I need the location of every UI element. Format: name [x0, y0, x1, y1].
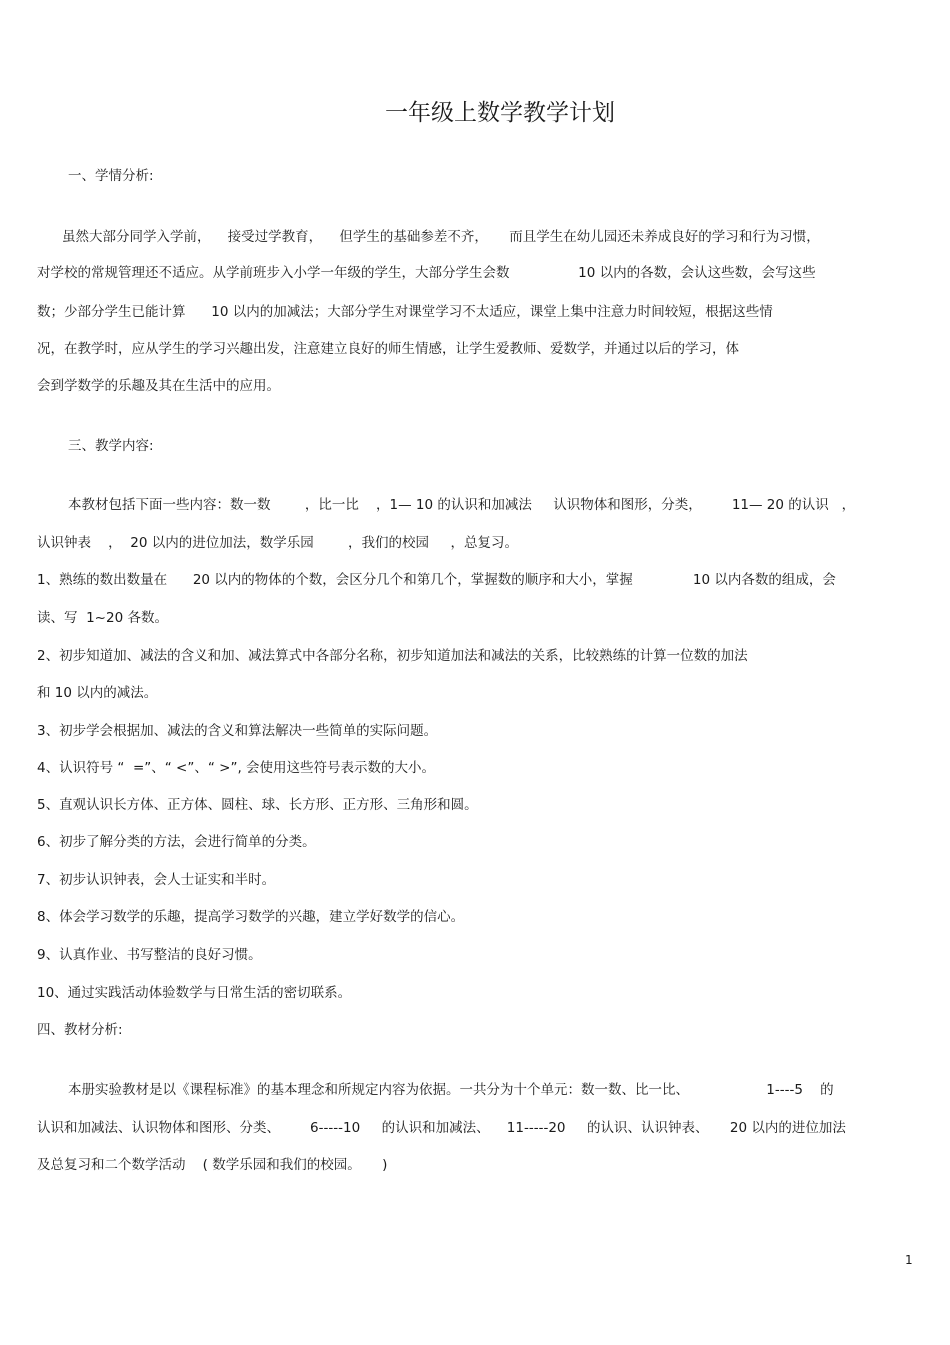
paragraph-line: 认识钟表 ， 20 以内的进位加法，数学乐园 ，我们的校园 ，总复习。: [37, 535, 519, 551]
section-heading-teaching-content: 三、教学内容:: [68, 438, 154, 454]
paragraph-line: 对学校的常规管理还不适应。从学前班步入小学一年级的学生，大部分学生会数 10 以内的各数，会认这些数，会写这些: [37, 265, 816, 281]
paragraph-line: 虽然大部分同学入学前， 接受过学教育， 但学生的基础参差不齐， 而且学生在幼儿园还未养成良好的学习和行为习惯，: [62, 229, 820, 245]
page-title: 一年级上数学教学计划: [385, 100, 615, 126]
paragraph-line: 会到学数学的乐趣及其在生活中的应用。: [37, 378, 280, 394]
list-item: 5、直观认识长方体、正方体、圆柱、球、长方形、正方形、三角形和圆。: [37, 797, 478, 813]
list-item: 3、初步学会根据加、减法的含义和算法解决一些简单的实际问题。: [37, 723, 438, 739]
list-item: 和 10 以内的减法。: [37, 685, 158, 701]
list-item: 6、初步了解分类的方法，会进行简单的分类。: [37, 834, 316, 850]
list-item: 4、认识符号 “ =”、“ <”、“ >”, 会使用这些符号表示数的大小。: [37, 760, 436, 776]
list-item: 10、通过实践活动体验数学与日常生活的密切联系。: [37, 985, 352, 1001]
section-heading-student-analysis: 一、学情分析:: [68, 168, 154, 184]
list-item: 8、体会学习数学的乐趣，提高学习数学的兴趣，建立学好数学的信心。: [37, 909, 465, 925]
list-item: 9、认真作业、书写整洁的良好习惯。: [37, 947, 262, 963]
list-item: 2、初步知道加、减法的含义和加、减法算式中各部分名称，初步知道加法和减法的关系，比较熟练的计算一位数的加法: [37, 648, 748, 664]
page-number: 1: [905, 1253, 913, 1267]
paragraph-line: 及总复习和二个数学活动 ( 数学乐园和我们的校园。 ): [37, 1157, 388, 1173]
list-item: 读、写 1~20 各数。: [37, 610, 168, 626]
list-item: 1、熟练的数出数量在 20 以内的物体的个数，会区分几个和第几个，掌握数的顺序和大小，掌握 10 以内各数的组成，会: [37, 572, 836, 588]
list-item: 7、初步认识钟表，会人士证实和半时。: [37, 872, 276, 888]
paragraph-line: 本册实验教材是以《课程标准》的基本理念和所规定内容为依据。一共分为十个单元：数一数、比一比、 1----5 的: [68, 1082, 834, 1098]
paragraph-line: 认识和加减法、认识物体和图形、分类、 6-----10 的认识和加减法、 11-----20 的认识、认识钟表、 20 以内的进位加法: [37, 1120, 846, 1136]
paragraph-line: 本教材包括下面一些内容：数一数 ，比一比 ，1— 10 的认识和加减法 认识物体和图形，分类， 11— 20 的认识 ，: [68, 497, 856, 513]
paragraph-line: 数；少部分学生已能计算 10 以内的加减法；大部分学生对课堂学习不太适应，课堂上集中注意力时间较短，根据这些情: [37, 304, 773, 320]
paragraph-line: 况，在教学时，应从学生的学习兴趣出发，注意建立良好的师生情感，让学生爱教师、爱数学，并通过以后的学习，体: [37, 341, 739, 357]
section-heading-textbook-analysis: 四、教材分析:: [37, 1022, 123, 1038]
